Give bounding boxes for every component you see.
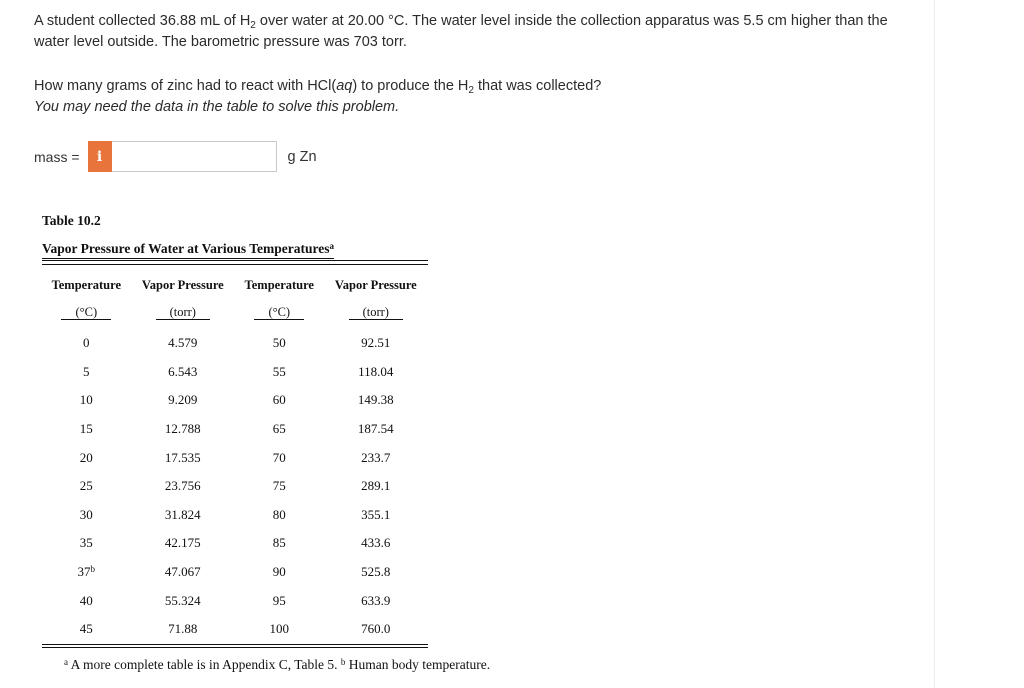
table-cell: 70 [272, 449, 286, 465]
table-row [42, 501, 428, 530]
table-row [42, 472, 428, 501]
table-cell: 233.7 [361, 449, 391, 465]
header-temperature-2: Temperature [244, 277, 314, 292]
footnote-b-marker: b [90, 564, 96, 575]
unit-celsius-2: (°C) [235, 305, 324, 327]
unit-torr-2: (torr) [324, 305, 428, 327]
table-cell: 35 [79, 535, 93, 551]
table-cell: 85 [272, 535, 286, 551]
table-cell: 95 [272, 592, 286, 608]
table-cell: 45 [79, 621, 93, 637]
table-row [42, 586, 428, 615]
header-vapor-pressure-1: Vapor Pressure [141, 277, 224, 292]
table-cell: 4.579 [168, 335, 198, 351]
table-footnote: $^a$ A more complete table is in Appendix C, Table 5. $^b$ Human body temperature. [64, 657, 491, 672]
question-prompt: How many grams of zinc had to react with HCl(aq) to produce the $H_2$ that was collected? [34, 78, 602, 96]
table-cell: 20 [79, 449, 93, 465]
table-cell: 0 [83, 335, 90, 351]
table-cell: 187.54 [357, 421, 394, 437]
unit-celsius-1: (°C) [42, 305, 131, 327]
table-row [42, 615, 428, 644]
table-cell: 17.535 [164, 449, 201, 465]
table-cell: 90 [272, 564, 286, 580]
table-cell: 71.88 [168, 621, 198, 637]
table-title: Vapor Pressure of Water at Various Temperatures$^a$ [42, 241, 334, 259]
table-cell: 42.175 [164, 535, 201, 551]
table-cell: 92.51 [361, 335, 391, 351]
table-cell: 289.1 [361, 478, 391, 494]
table-cell: 10 [79, 392, 93, 408]
unit-label: g Zn [287, 148, 317, 165]
table-cell: 75 [272, 478, 286, 494]
table-bottom-rule [42, 644, 428, 648]
question-panel [22, 0, 935, 688]
question-hint: You may need the data in the table to solve this problem. [34, 99, 400, 115]
table-cell: 25 [79, 478, 93, 494]
table-cell: 55 [272, 363, 286, 379]
answer-row [34, 141, 317, 172]
table-cell: 12.788 [164, 421, 201, 437]
table-cell: 525.8 [361, 564, 391, 580]
table-cell: 50 [272, 335, 286, 351]
data-table [42, 265, 428, 644]
table-row [42, 327, 428, 358]
table-cell: 6.543 [168, 363, 198, 379]
table-row [42, 415, 428, 444]
table-row [42, 529, 428, 558]
table-cell: 149.38 [357, 392, 394, 408]
table-number: Table 10.2 [42, 213, 101, 228]
table-row [42, 558, 428, 587]
table-cell: 55.324 [164, 592, 201, 608]
table-cell: 760.0 [361, 621, 391, 637]
mass-input[interactable] [112, 141, 277, 172]
table-cell: 633.9 [361, 592, 391, 608]
question-intro: A student collected 36.88 mL of $H_2$ over water at 20.00 °C. The water level inside the collection apparatus was 5.5 cm higher than the water level outside. The barometric pressure was 703 torr. [34, 13, 888, 50]
table-cell: 5 [83, 363, 90, 379]
table-cell: 23.756 [164, 478, 201, 494]
unit-torr-1: (torr) [131, 305, 235, 327]
table-row [42, 443, 428, 472]
table-cell: 31.824 [164, 506, 201, 522]
table-cell: 60 [272, 392, 286, 408]
table-cell: 30 [79, 506, 93, 522]
vapor-pressure-table [42, 213, 428, 648]
table-cell: 433.6 [361, 535, 391, 551]
table-cell: 100 [269, 621, 290, 637]
header-vapor-pressure-2: Vapor Pressure [334, 277, 417, 292]
table-cell: 355.1 [361, 506, 391, 522]
table-cell: 65 [272, 421, 286, 437]
table-cell: 80 [272, 506, 286, 522]
table-cell: 40 [79, 592, 93, 608]
table-cell: 37$^b$ [77, 564, 96, 580]
table-cell: 15 [79, 421, 93, 437]
table-cell: 47.067 [164, 564, 201, 580]
table-cell: 9.209 [168, 392, 198, 408]
table-cell: 118.04 [358, 363, 394, 379]
table-body [42, 327, 428, 644]
info-icon[interactable]: i [88, 141, 112, 172]
mass-label: mass = [34, 148, 80, 165]
table-row [42, 386, 428, 415]
header-temperature-1: Temperature [51, 277, 121, 292]
table-row [42, 358, 428, 387]
